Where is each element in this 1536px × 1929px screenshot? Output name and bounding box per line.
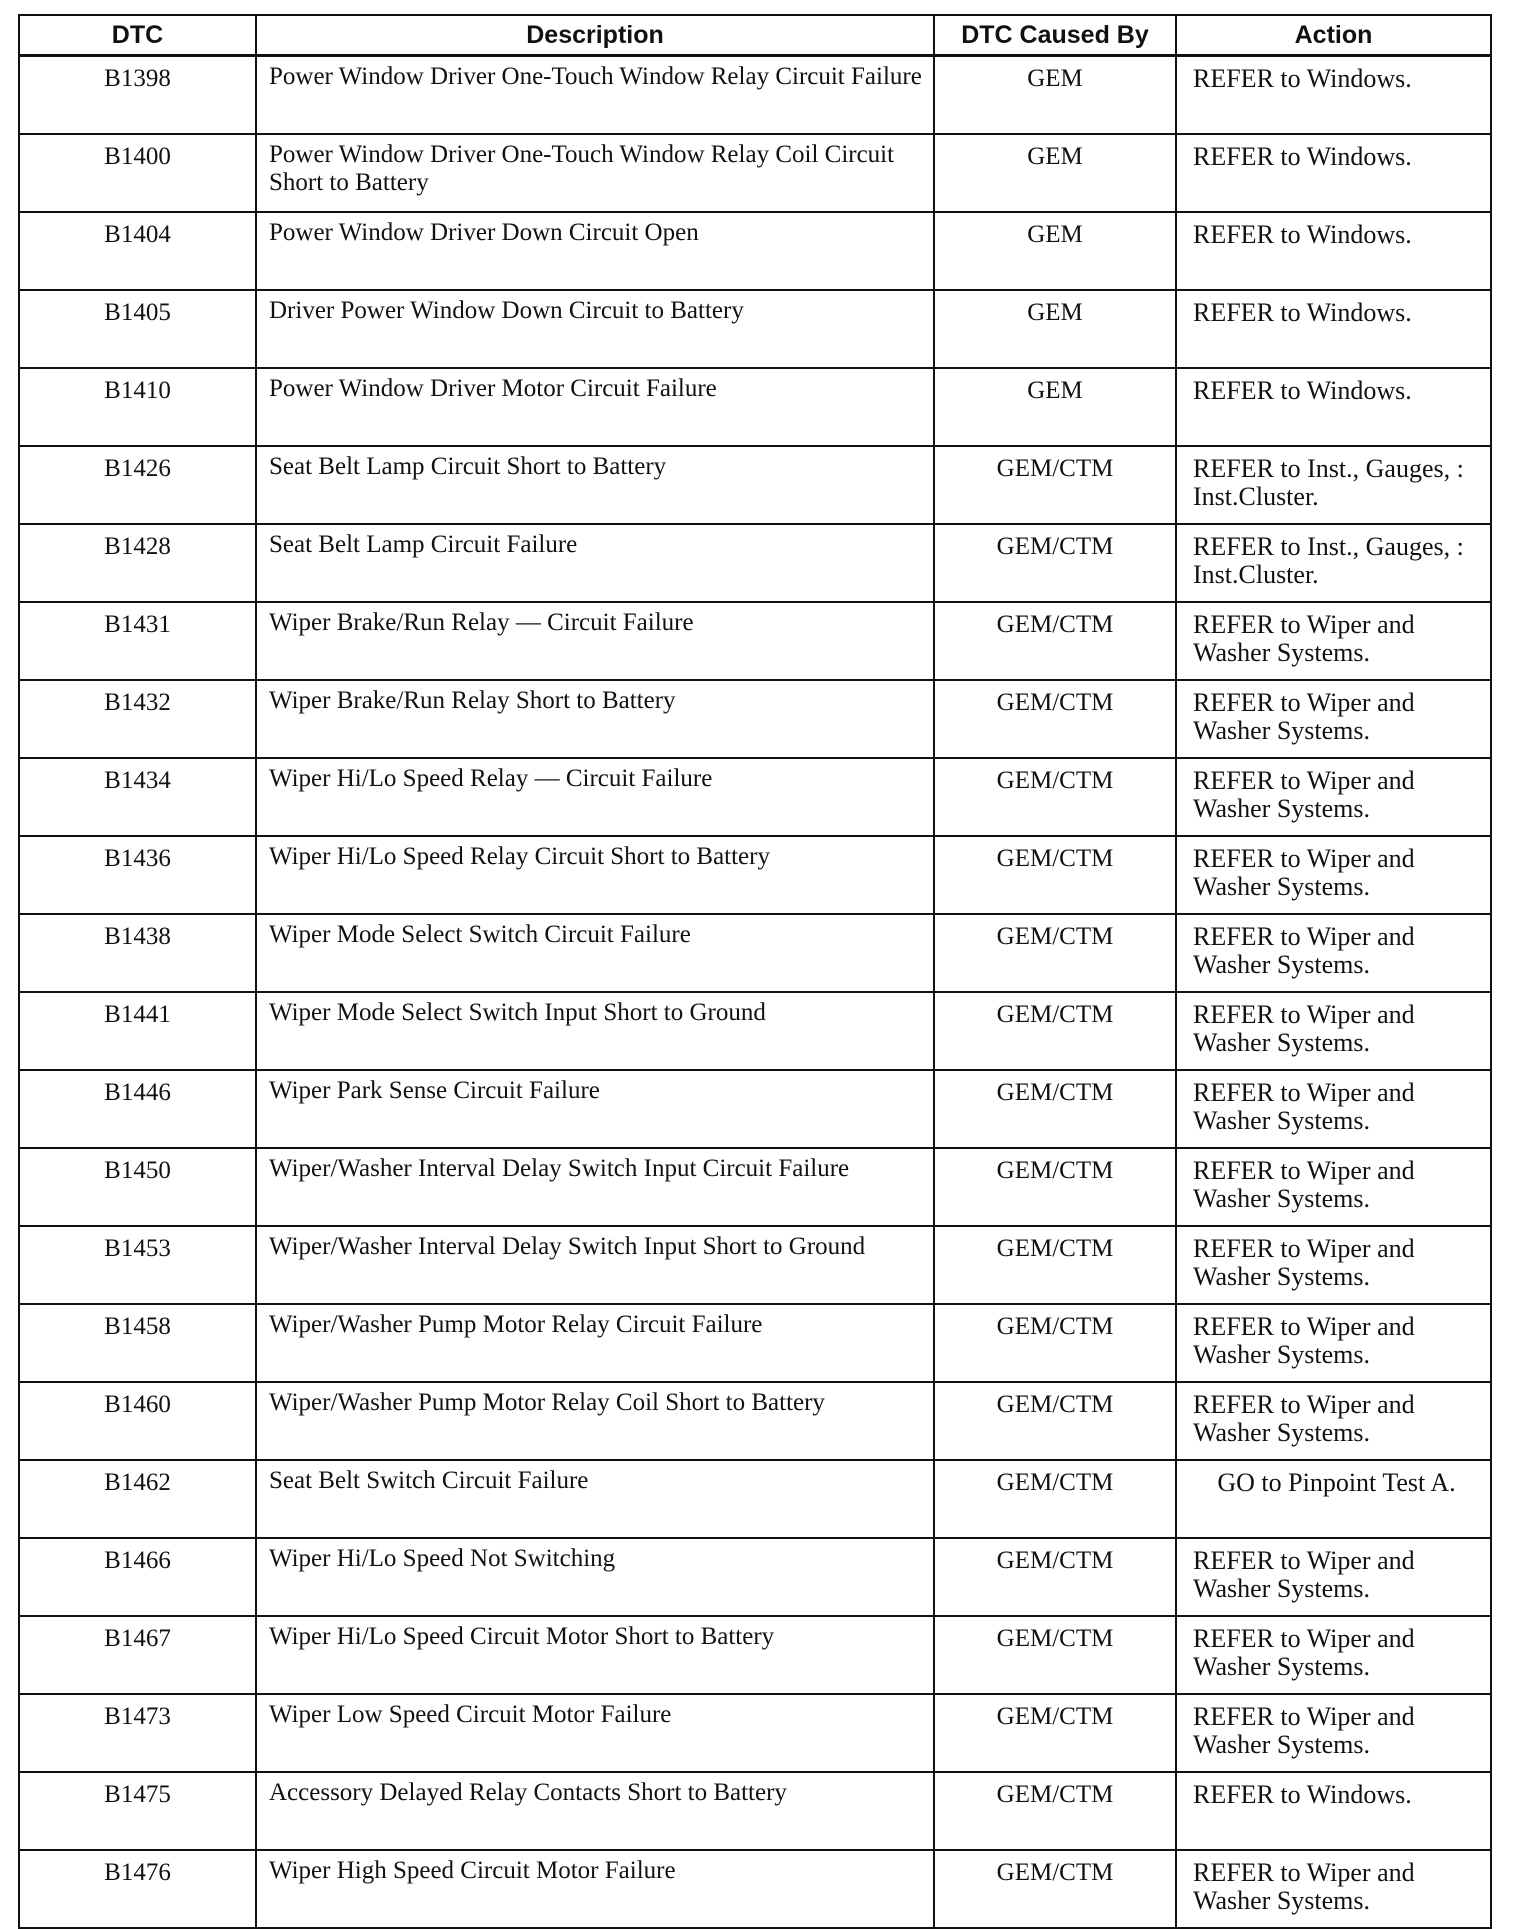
dtc-caused-by: GEM/CTM bbox=[934, 680, 1176, 758]
dtc-description: Wiper Hi/Lo Speed Circuit Motor Short to Battery bbox=[256, 1616, 934, 1694]
table-row bbox=[19, 212, 1491, 290]
dtc-description: Seat Belt Switch Circuit Failure bbox=[256, 1460, 934, 1538]
dtc-description: Driver Power Window Down Circuit to Battery bbox=[256, 290, 934, 368]
dtc-code: B1436 bbox=[19, 836, 256, 914]
dtc-description: Wiper Park Sense Circuit Failure bbox=[256, 1070, 934, 1148]
dtc-caused-by: GEM/CTM bbox=[934, 1148, 1176, 1226]
dtc-description: Power Window Driver One-Touch Window Relay Circuit Failure bbox=[256, 56, 934, 135]
dtc-action: REFER to Windows. bbox=[1176, 134, 1491, 212]
dtc-action: REFER to Wiper and Washer Systems. bbox=[1176, 1850, 1491, 1928]
dtc-caused-by: GEM bbox=[934, 134, 1176, 212]
dtc-caused-by: GEM bbox=[934, 56, 1176, 135]
dtc-caused-by: GEM/CTM bbox=[934, 1226, 1176, 1304]
table-row bbox=[19, 602, 1491, 680]
dtc-description: Wiper/Washer Interval Delay Switch Input Circuit Failure bbox=[256, 1148, 934, 1226]
table-row bbox=[19, 1226, 1491, 1304]
dtc-action: REFER to Windows. bbox=[1176, 290, 1491, 368]
dtc-description: Power Window Driver Down Circuit Open bbox=[256, 212, 934, 290]
dtc-description: Wiper Brake/Run Relay Short to Battery bbox=[256, 680, 934, 758]
table-body bbox=[19, 56, 1491, 1929]
dtc-description: Seat Belt Lamp Circuit Short to Battery bbox=[256, 446, 934, 524]
dtc-description: Wiper Hi/Lo Speed Not Switching bbox=[256, 1538, 934, 1616]
dtc-code: B1462 bbox=[19, 1460, 256, 1538]
table-row bbox=[19, 290, 1491, 368]
dtc-action: REFER to Wiper and Washer Systems. bbox=[1176, 1304, 1491, 1382]
table-row bbox=[19, 134, 1491, 212]
dtc-action: GO to Pinpoint Test A. bbox=[1176, 1460, 1491, 1538]
dtc-code: B1405 bbox=[19, 290, 256, 368]
dtc-description: Seat Belt Lamp Circuit Failure bbox=[256, 524, 934, 602]
dtc-code: B1404 bbox=[19, 212, 256, 290]
dtc-description: Wiper Hi/Lo Speed Relay — Circuit Failure bbox=[256, 758, 934, 836]
dtc-action: REFER to Wiper and Washer Systems. bbox=[1176, 758, 1491, 836]
dtc-code: B1476 bbox=[19, 1850, 256, 1928]
dtc-code: B1426 bbox=[19, 446, 256, 524]
header-description: Description bbox=[256, 15, 934, 56]
table-row bbox=[19, 1148, 1491, 1226]
table-row bbox=[19, 1850, 1491, 1928]
table-row bbox=[19, 758, 1491, 836]
dtc-table bbox=[18, 14, 1492, 1929]
dtc-caused-by: GEM/CTM bbox=[934, 602, 1176, 680]
dtc-description: Accessory Delayed Relay Contacts Short to Battery bbox=[256, 1772, 934, 1850]
dtc-description: Wiper Mode Select Switch Circuit Failure bbox=[256, 914, 934, 992]
dtc-caused-by: GEM bbox=[934, 212, 1176, 290]
dtc-code: B1428 bbox=[19, 524, 256, 602]
dtc-caused-by: GEM/CTM bbox=[934, 1772, 1176, 1850]
dtc-caused-by: GEM/CTM bbox=[934, 1382, 1176, 1460]
dtc-action: REFER to Wiper and Washer Systems. bbox=[1176, 1382, 1491, 1460]
dtc-code: B1460 bbox=[19, 1382, 256, 1460]
dtc-description: Wiper High Speed Circuit Motor Failure bbox=[256, 1850, 934, 1928]
dtc-action: REFER to Wiper and Washer Systems. bbox=[1176, 1538, 1491, 1616]
dtc-caused-by: GEM/CTM bbox=[934, 1070, 1176, 1148]
dtc-caused-by: GEM/CTM bbox=[934, 524, 1176, 602]
dtc-description: Wiper/Washer Pump Motor Relay Coil Short to Battery bbox=[256, 1382, 934, 1460]
dtc-description: Wiper Brake/Run Relay — Circuit Failure bbox=[256, 602, 934, 680]
dtc-description: Wiper Hi/Lo Speed Relay Circuit Short to Battery bbox=[256, 836, 934, 914]
table-row bbox=[19, 368, 1491, 446]
header-row bbox=[19, 15, 1491, 56]
dtc-action: REFER to Wiper and Washer Systems. bbox=[1176, 602, 1491, 680]
table-row bbox=[19, 914, 1491, 992]
dtc-code: B1446 bbox=[19, 1070, 256, 1148]
dtc-caused-by: GEM/CTM bbox=[934, 1538, 1176, 1616]
dtc-action: REFER to Inst., Gauges, : Inst.Cluster. bbox=[1176, 446, 1491, 524]
dtc-caused-by: GEM/CTM bbox=[934, 992, 1176, 1070]
header-dtc: DTC bbox=[19, 15, 256, 56]
dtc-action: REFER to Inst., Gauges, : Inst.Cluster. bbox=[1176, 524, 1491, 602]
table-row bbox=[19, 1382, 1491, 1460]
dtc-code: B1438 bbox=[19, 914, 256, 992]
dtc-code: B1441 bbox=[19, 992, 256, 1070]
dtc-caused-by: GEM/CTM bbox=[934, 758, 1176, 836]
dtc-action: REFER to Wiper and Washer Systems. bbox=[1176, 914, 1491, 992]
dtc-action: REFER to Wiper and Washer Systems. bbox=[1176, 1226, 1491, 1304]
dtc-code: B1410 bbox=[19, 368, 256, 446]
table-row bbox=[19, 56, 1491, 135]
dtc-caused-by: GEM/CTM bbox=[934, 446, 1176, 524]
header-caused-by: DTC Caused By bbox=[934, 15, 1176, 56]
dtc-action: REFER to Wiper and Washer Systems. bbox=[1176, 836, 1491, 914]
dtc-action: REFER to Wiper and Washer Systems. bbox=[1176, 1148, 1491, 1226]
dtc-code: B1450 bbox=[19, 1148, 256, 1226]
dtc-code: B1453 bbox=[19, 1226, 256, 1304]
dtc-action: REFER to Wiper and Washer Systems. bbox=[1176, 1694, 1491, 1772]
dtc-caused-by: GEM/CTM bbox=[934, 1616, 1176, 1694]
dtc-description: Wiper Low Speed Circuit Motor Failure bbox=[256, 1694, 934, 1772]
dtc-code: B1398 bbox=[19, 56, 256, 135]
table-row bbox=[19, 1616, 1491, 1694]
dtc-code: B1400 bbox=[19, 134, 256, 212]
dtc-action: REFER to Windows. bbox=[1176, 212, 1491, 290]
dtc-action: REFER to Wiper and Washer Systems. bbox=[1176, 1616, 1491, 1694]
dtc-caused-by: GEM/CTM bbox=[934, 1694, 1176, 1772]
dtc-action: REFER to Windows. bbox=[1176, 1772, 1491, 1850]
dtc-description: Power Window Driver One-Touch Window Relay Coil Circuit Short to Battery bbox=[256, 134, 934, 212]
table-row bbox=[19, 680, 1491, 758]
dtc-code: B1431 bbox=[19, 602, 256, 680]
dtc-code: B1473 bbox=[19, 1694, 256, 1772]
dtc-action: REFER to Windows. bbox=[1176, 56, 1491, 135]
dtc-code: B1466 bbox=[19, 1538, 256, 1616]
dtc-caused-by: GEM/CTM bbox=[934, 1850, 1176, 1928]
header-action: Action bbox=[1176, 15, 1491, 56]
table-row bbox=[19, 1460, 1491, 1538]
dtc-code: B1467 bbox=[19, 1616, 256, 1694]
table-row bbox=[19, 1694, 1491, 1772]
dtc-description: Wiper Mode Select Switch Input Short to Ground bbox=[256, 992, 934, 1070]
dtc-action: REFER to Wiper and Washer Systems. bbox=[1176, 992, 1491, 1070]
dtc-description: Wiper/Washer Pump Motor Relay Circuit Failure bbox=[256, 1304, 934, 1382]
dtc-caused-by: GEM bbox=[934, 368, 1176, 446]
dtc-code: B1458 bbox=[19, 1304, 256, 1382]
table-row bbox=[19, 1538, 1491, 1616]
dtc-action: REFER to Wiper and Washer Systems. bbox=[1176, 1070, 1491, 1148]
dtc-caused-by: GEM bbox=[934, 290, 1176, 368]
dtc-caused-by: GEM/CTM bbox=[934, 1304, 1176, 1382]
dtc-description: Power Window Driver Motor Circuit Failure bbox=[256, 368, 934, 446]
table-row bbox=[19, 992, 1491, 1070]
dtc-caused-by: GEM/CTM bbox=[934, 914, 1176, 992]
table-row bbox=[19, 446, 1491, 524]
dtc-code: B1432 bbox=[19, 680, 256, 758]
dtc-action: REFER to Windows. bbox=[1176, 368, 1491, 446]
table-row bbox=[19, 1070, 1491, 1148]
table-row bbox=[19, 524, 1491, 602]
table-row bbox=[19, 836, 1491, 914]
dtc-code: B1434 bbox=[19, 758, 256, 836]
dtc-code: B1475 bbox=[19, 1772, 256, 1850]
table-row bbox=[19, 1304, 1491, 1382]
dtc-action: REFER to Wiper and Washer Systems. bbox=[1176, 680, 1491, 758]
dtc-caused-by: GEM/CTM bbox=[934, 836, 1176, 914]
dtc-description: Wiper/Washer Interval Delay Switch Input Short to Ground bbox=[256, 1226, 934, 1304]
dtc-caused-by: GEM/CTM bbox=[934, 1460, 1176, 1538]
